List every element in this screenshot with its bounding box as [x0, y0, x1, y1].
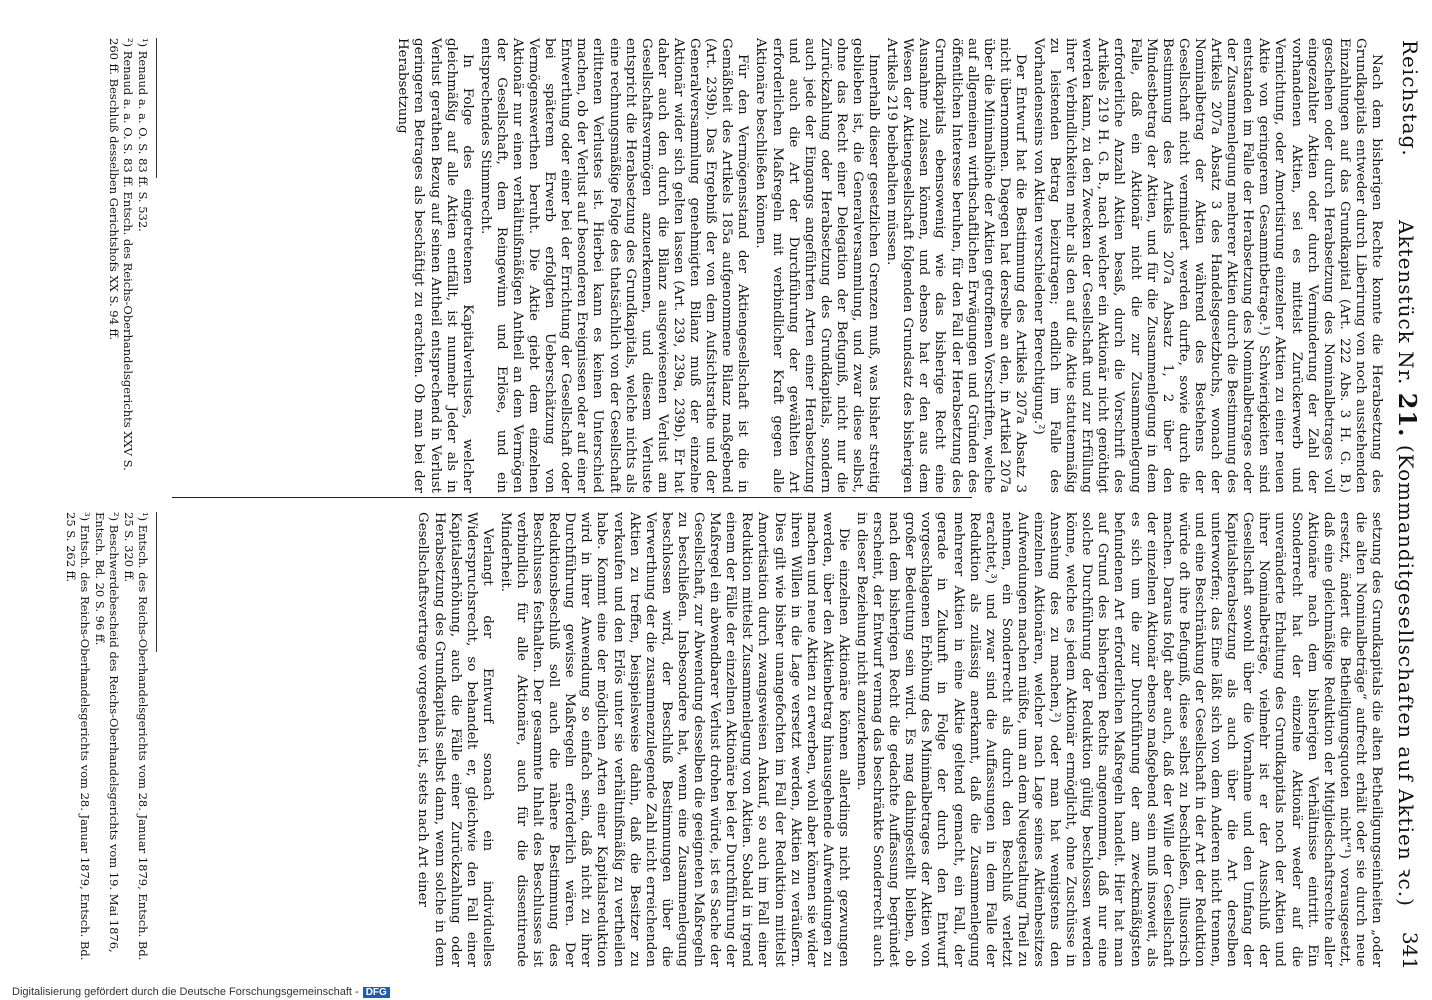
footnote: ¹) Renaud a. a. O. S. 83 ff. S. 532.: [136, 38, 150, 232]
footnote: ³) Entsch. des Reichs-Oberhandelsgerichts vom 28. Januar 1879, Entsch. Bd. 25 S. 262 ff.: [64, 512, 92, 961]
header-title-suffix: (Kommanditgesellschaften auf Aktien ꝛc.): [1394, 444, 1418, 907]
footnote-rule: [156, 38, 157, 178]
page-header: [1386, 40, 1426, 970]
left-column: [169, 38, 1384, 493]
footnote: ¹) Entsch. des Reichs-Oberhandelsgerichts vom 28. Januar 1879, Entsch. Bd. 25 S. 320 ff.: [122, 512, 150, 961]
right-column: [169, 512, 1384, 967]
footnote: ²) Beschwerdebescheid des Reichs-Oberhandelsgerichts vom 19. Mai 1876, Entsch. Bd. 20 S. 96 ff.: [93, 512, 121, 953]
footnote-rule: [156, 512, 157, 652]
footnotes-right: [63, 512, 157, 967]
digitization-text: Digitalisierung gefördert durch die Deutsche Forschungsgemeinschaft -: [12, 986, 359, 998]
dfg-logo: DFG: [363, 987, 390, 998]
digitization-note: [12, 986, 392, 998]
header-left: Reichstag.: [1398, 40, 1422, 157]
header-title-prefix: Aktenstück Nr.: [1394, 220, 1418, 386]
paragraph: Innerhalb dieser gesetzlichen Grenzen muß, was bisher streitig geblieben ist, die Generalversammlung, und zwar diese selbst, ohne das Recht einer Delegation der Befugniß, nicht nur die Zurückzahlung oder Herabsetzung des Grundkapitals, sondern auch jede der Eingangs angeführten Arten einer Herabsetzung und auch die Art der Durchführung der gewählten Art erforderlichen Maßregeln mit verbindlicher Kraft gegen alle Aktionäre beschließen können.: [753, 38, 882, 493]
paragraph: In Folge des eingetretenen Kapitalverlustes, welcher gleichmäßig auf alle Aktien entfällt, ist nunmehr Jeder als in Verlust gerathen Bezug auf seinen Antheil entsprechend in Verlust geringeren Betrages als beschäftigt zu erachten. Ob man bei der Herabsetzung: [395, 38, 475, 493]
paragraph: Für den Vermögensstand der Aktiengesellschaft ist die in Gemäßheit des Artikels 185a aufgenommene Bilanz maßgebend (Art. 239b). Das Ergebniß der von dem Aufsichtsrathe und der Generalversammlung genehmigten Bilanz muß der einzelne Aktionär wider sich gelten lassen (Art. 239, 239a, 239b). Er hat daher auch den durch die Bilanz ausgewiesenen Verlust am Gesellschaftsvermögen anzuerkennen, und diesem Verluste entspricht die Herabsetzung des Grundkapitals, welche nichts als eine rechnungsmäßige Folge des thatsächlich von der Gesellschaft erlittenen Verlustes ist. Hierbei kann es keinen Unterschied machen, ob der Verlust auf besonderen Ereignissen oder auf einer Entwerthung oder einer bei der Errichtung der Gesellschaft oder bei späterem Erwerb erfolgten Ueberschätzung von Vermögenswerthen beruht. Die Aktie giebt dem einzelnen Aktionär nur einen verhältnißmäßigen Antheil an dem Vermögen der Gesellschaft, dem Reingewinn und Erlöse, und ein entsprechendes Stimmrecht.: [477, 38, 751, 493]
footnote: ²) Renaud a. a. O. S. 83 ff. Entsch. des Reichs-Oberhandelsgerichts XXV S. 260 ff. Beschluß desselben Gerichtshofs XX S. 94 ff.: [107, 38, 135, 471]
column-divider: [172, 497, 972, 498]
paragraph: Der Entwurf hat die Bestimmung des Artikels 207a Absatz 3 nicht übernommen. Dagegen hat derselbe an den, in Artikel 207a über die Minimalhöhe der Aktien getroffenen Vorschriften, welche auf allgemeinen wirthschaftlichen Erwägungen und Gründen des öffentlichen Interesse beruhen, für den Fall der Herabsetzung des Grundkapitals ebensowenig wie das bisherige Recht eine Ausnahme zulassen können, und ebenso hat er den aus dem Wesen der Aktiengesellschaft folgenden Grundsatz des bisherigen Artikels 219 beibehalten müssen.: [884, 38, 1028, 493]
paragraph: Die einzelnen Aktionäre können allerdings nicht gezwungen werden, über den Aktienbetrag hinausgehende Aufwendungen zu machen und neue Aktien zu erwerben, wohl aber können sie wider ihren Willen in die Lage versetzt werden, Aktien zu veräußern. Dies gilt wie bisher unangefochten im Fall der Reduktion mittelst Amortisation durch zwangsweisen Ankauf, so auch im Fall einer Reduktion mittelst Zusammenlegung von Aktien. Sobald in irgend einem der Fälle der einzelnen Aktionäre bei der Durchführung der Maßregel ein abwendbarer Verlust drohen würde, ist es Sache der Gesellschaft, zur Abwendung desselben die geeigneten Maßregeln zu beschließen. Insbesondere hat, wenn eine Zusammenlegung beschlossen wird, der Beschluß Bestimmungen über die Verwerthung der die zusammenzulegende Zahl nicht erreichenden Aktien zu treffen, beispielsweise dahin, daß die Besitzer zu verkaufen und den Erlös unter sie verhältnißmäßig zu vertheilen habe. Kommt eine der möglichen Arten einer Kapitalsreduktion wird in ihrer Anwendung so einfach sein, daß nicht zu ihrer Durchführung gewisse Maßregeln erforderlich wären. Der Reduktionsbeschluß soll auch die nähere Bestimmung des Beschlusses festhalten. Der gesammte Inhalt des Beschlusses ist verbindlich für alle Aktionäre, auch für die dissentirende Minderheit.: [497, 512, 851, 968]
paragraph: setzung des Grundkapitals die alten Betheiligungseinheiten „oder die alten Nominalbeträge“ aufrecht erhält oder sie durch neue ersetzt, ändert die Betheiligungsquoten nicht“¹) vorausgesetzt, daß eine gleichmäßige Reduktion der Mitgliedschaftsrechte aller Aktionäre nach dem bisherigen Verhältnisse eintritt. Ein Sonderrecht hat der einzelne Aktionär weder auf die unveränderte Erhaltung des Grundkapitals noch der Aktien und ihrer Nominalbeträge, vielmehr ist er der Ausschluß der Gesellschaft sowohl über die Vornahme und den Umfang der Kapitalsherabsetzung als auch über die Art derselben unterworfen; das Eine läßt sich von dem Anderen nicht trennen, und eine Beschränkung der Gesellschaft in der Art der Reduktion würde oft ihre Befugniß, diese selbst zu beschließen, illusorisch machen. Daraus folgt aber auch, daß der Wille der Gesellschaft der einzelnen Aktionär ebenso maßgebend sein muß insoweit, als es sich um die zur Durchführung der am zweckmäßigsten befundenen Art erforderlichen Maßregeln handelt. Hier hat man auf Grund des bisherigen Rechts angenommen, daß nur eine solche Durchführung der Reduktion gültig beschlossen werden könne, welche es jedem Aktionär ermöglicht, ohne Zuschüsse in Ansehung des zu machen,²) oder man hat wenigstens den einzelnen Aktionären, welcher nach Lage seines Aktienbesitzes Aufwendungen machen müßte, um an dem Neugestaltung Theil zu nehmen, ein Sonderrecht als durch den Beschluß verletzt erachtet,³) und zwar sind die Auffassungen in dem Falle der Reduktion als zulässig anerkannt, daß die Zusammenlegung mehrerer Aktien in eine Aktie geltend gemacht, ein Fall, der gerade in Zukunft in Folge der durch den Entwurf vorgeschlagenen Erhöhung des Minimalbetrages der Aktien von großer Bedeutung sein wird. Es mag dahingestellt bleiben, ob nach dem bisherigen Recht die gedachte Auffassung begründet erscheint, der Entwurf vermag das beschränkte Sonderrecht auch in dieser Beziehung nicht anzuerkennen.: [854, 512, 1384, 967]
header-title: [1393, 220, 1422, 907]
page-number: 341: [1398, 931, 1422, 970]
document-number: 21.: [1393, 392, 1422, 438]
paragraph: Nach dem bisherigen Rechte konnte die Herabsetzung des Grundkapitals entweder durch Liberirung von noch ausstehenden Einzahlungen auf das Grundkapital (Art. 222 Abs. 3 H. G. B.) geschehen oder durch Herabsetzung des Nominalbetrages voll eingezahlter Aktien oder durch Verminderung der Zahl der vorhandenen Aktien, sei es mittelst Zurückerwerb und Vernichtung, oder Amortisirung einzelner Aktien zu einer neuen Aktie von geringerem Gesammtbetrage.¹) Schwierigkeiten sind entstanden im Falle der Herabsetzung des Nominalbetrages oder der Zusammenlegung mehrerer Aktien durch die Bestimmung des Artikels 207a Absatz 3 des Handelsgesetzbuchs, wonach der Nominalbetrag der Aktien während des Bestehens der Gesellschaft nicht vermindert werden durfte, sowie durch die Bestimmung des Artikels 207a Absatz 1, 2 über den Mindestbetrag der Aktien, und für die Zusammenlegung in dem Falle, daß ein Aktionär nicht die zur Zusammenlegung erforderliche Anzahl Aktien besaß, durch die Vorschrift des Artikels 219 H. G. B., nach welcher ein Aktionär nicht genöthigt werden kann, zu den Zwecken der Gesellschaft und zur Erfüllung ihrer Verbindlichkeiten mehr als den auf die Aktie statutenmäßig zu leistenden Betrag beizutragen; endlich im Falle des Vorhandenseins von Aktien verschiedener Berechtigung.²): [1031, 38, 1384, 493]
paragraph: Verlangt der Entwurf sonach ein individuelles Widerspruchsrecht, so behandelt er, gleichwie den Fall einer Kapitalserhöhung, auch die Fälle einer Zurückzahlung oder Herabsetzung des Grundkapitals selbst dann, wenn solche in dem Gesellschaftsvertrage vorgesehen ist, stets nach Art einer: [415, 512, 495, 967]
footnotes-left: [106, 38, 157, 493]
